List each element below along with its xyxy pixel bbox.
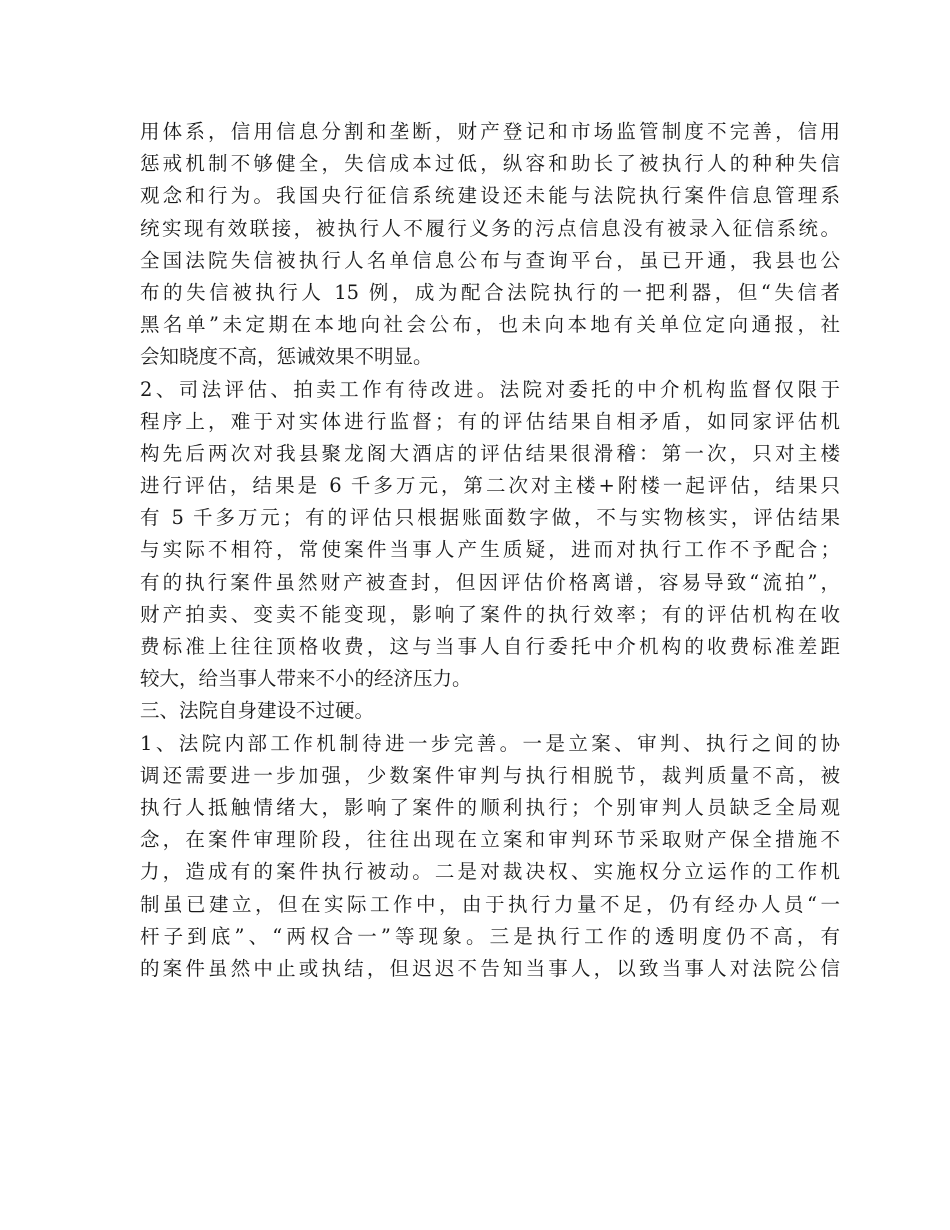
text-line: 制虽已建立，但在实际工作中，由于执行力量不足，仍有经办人员“一	[140, 892, 840, 916]
text-line: 财产拍卖、变卖不能变现，影响了案件的执行效率；有的评估机构在收	[140, 602, 840, 626]
text-line: 观念和行为。我国央行征信系统建设还未能与法院执行案件信息管理系	[140, 184, 840, 208]
text-line: 的案件虽然中止或执结，但迟迟不告知当事人，以致当事人对法院公信	[140, 956, 840, 980]
text-line: 三、法院自身建设不过硬。	[140, 699, 375, 723]
text-line: 杆子到底”、“两权合一”等现象。三是执行工作的透明度仍不高，有	[140, 924, 840, 948]
text-line: 力，造成有的案件执行被动。二是对裁决权、实施权分立运作的工作机	[140, 860, 840, 884]
text-line: 统实现有效联接，被执行人不履行义务的污点信息没有被录入征信系统。	[140, 216, 840, 240]
text-line: 费标准上往往顶格收费，这与当事人自行委托中介机构的收费标准差距	[140, 635, 840, 658]
text-line: 2、司法评估、拍卖工作有待改进。法院对委托的中介机构监督仅限于	[140, 377, 840, 401]
text-line: 执行人抵触情绪大，影响了案件的顺利执行；个别审判人员缺乏全局观	[140, 795, 840, 819]
text-line: 与实际不相符，常使案件当事人产生质疑，进而对执行工作不予配合；	[140, 538, 840, 562]
text-line: 黑名单”未定期在本地向社会公布，也未向本地有关单位定向通报，社	[140, 313, 840, 337]
text-line: 调还需要进一步加强，少数案件审判与执行相脱节，裁判质量不高，被	[140, 763, 840, 787]
text-line: 布的失信被执行人 15 例，成为配合法院执行的一把利器，但“失信者	[140, 280, 840, 304]
text-line: 有的执行案件虽然财产被查封，但因评估价格离谱，容易导致“流拍”，	[140, 570, 840, 594]
text-line: 程序上，难于对实体进行监督；有的评估结果自相矛盾，如同家评估机	[140, 409, 840, 433]
text-line: 有 5 千多万元；有的评估只根据账面数字做，不与实物核实，评估结果	[140, 506, 840, 530]
text-line: 1、法院内部工作机制待进一步完善。一是立案、审判、执行之间的协	[140, 731, 840, 755]
document-body	[140, 116, 840, 985]
text-line: 惩戒机制不够健全，失信成本过低，纵容和助长了被执行人的种种失信	[140, 152, 840, 176]
text-line: 念，在案件审理阶段，往往出现在立案和审判环节采取财产保全措施不	[140, 828, 840, 852]
text-line: 较大，给当事人带来不小的经济压力。	[140, 667, 472, 691]
text-line: 进行评估，结果是 6 千多万元，第二次对主楼+附楼一起评估，结果只	[140, 474, 840, 498]
text-line: 全国法院失信被执行人名单信息公布与查询平台，虽已开通，我县也公	[140, 248, 840, 272]
text-line: 构先后两次对我县聚龙阁大酒店的评估结果很滑稽：第一次，只对主楼	[140, 441, 840, 465]
text-line: 用体系，信用信息分割和垄断，财产登记和市场监管制度不完善，信用	[140, 120, 840, 143]
text-line: 会知晓度不高，惩诫效果不明显。	[140, 345, 433, 369]
